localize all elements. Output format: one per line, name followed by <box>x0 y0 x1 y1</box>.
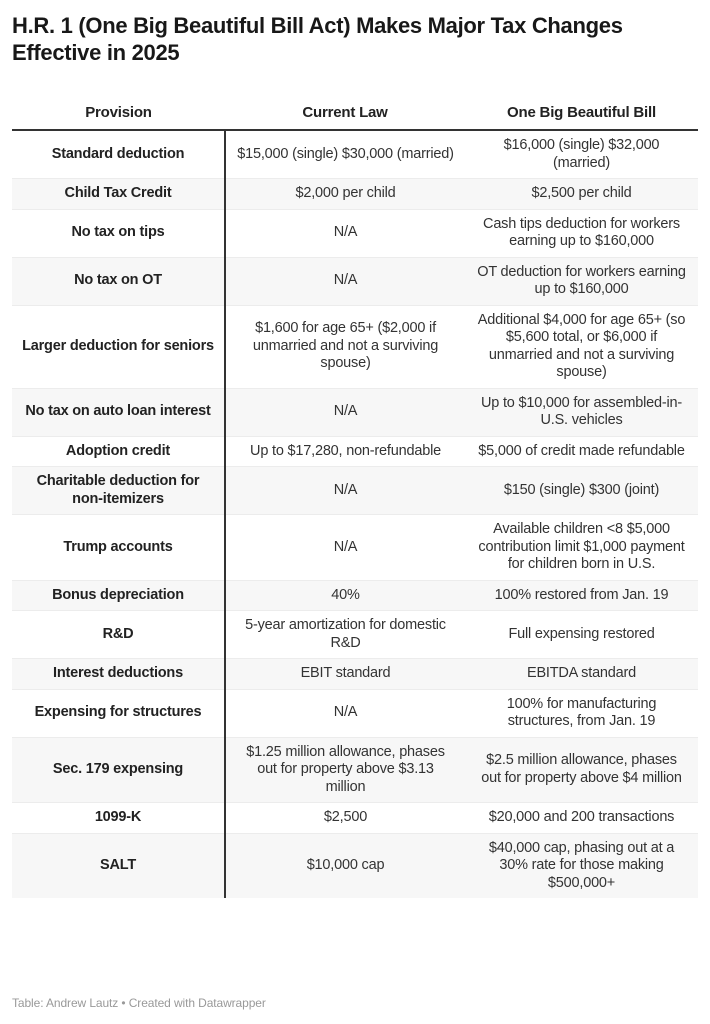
provision-cell: 1099-K <box>12 803 225 834</box>
tax-changes-table <box>12 96 698 898</box>
current-law-cell: 5-year amortization for domestic R&D <box>225 611 465 659</box>
table-row <box>12 659 698 690</box>
obbb-cell: EBITDA standard <box>465 659 698 690</box>
column-header-one-big-beautiful-bill[interactable]: One Big Beautiful Bill <box>465 96 698 130</box>
current-law-cell: N/A <box>225 388 465 436</box>
page-title: H.R. 1 (One Big Beautiful Bill Act) Makes Major Tax Changes Effective in 2025 <box>12 13 623 65</box>
source-credit: Table: Andrew Lautz • Created with Datawrapper <box>12 996 266 1010</box>
current-law-cell: N/A <box>225 689 465 737</box>
table-row <box>12 689 698 737</box>
current-law-cell: N/A <box>225 467 465 515</box>
obbb-cell: $5,000 of credit made refundable <box>465 436 698 467</box>
obbb-cell: 100% restored from Jan. 19 <box>465 580 698 611</box>
provision-cell: Adoption credit <box>12 436 225 467</box>
table-row <box>12 611 698 659</box>
provision-cell: Bonus depreciation <box>12 580 225 611</box>
current-law-cell: EBIT standard <box>225 659 465 690</box>
table-row <box>12 515 698 581</box>
current-law-cell: Up to $17,280, non-refundable <box>225 436 465 467</box>
provision-cell: Expensing for structures <box>12 689 225 737</box>
provision-cell: SALT <box>12 833 225 898</box>
obbb-cell: Up to $10,000 for assembled-in-U.S. vehicles <box>465 388 698 436</box>
obbb-cell: Cash tips deduction for workers earning up to $160,000 <box>465 209 698 257</box>
table-row <box>12 737 698 803</box>
header-row <box>12 96 698 130</box>
obbb-cell: $2,500 per child <box>465 179 698 210</box>
column-header-current-law[interactable]: Current Law <box>225 96 465 130</box>
obbb-cell: $150 (single) $300 (joint) <box>465 467 698 515</box>
table-row <box>12 580 698 611</box>
current-law-cell: $1,600 for age 65+ ($2,000 if unmarried and not a surviving spouse) <box>225 305 465 388</box>
provision-cell: Standard deduction <box>12 130 225 179</box>
table-row <box>12 209 698 257</box>
provision-cell: Trump accounts <box>12 515 225 581</box>
current-law-cell: N/A <box>225 209 465 257</box>
table-row <box>12 130 698 179</box>
column-header-provision[interactable]: Provision <box>12 96 225 130</box>
table-row <box>12 467 698 515</box>
table-row <box>12 257 698 305</box>
table-header <box>12 96 698 130</box>
obbb-cell: $40,000 cap, phasing out at a 30% rate for those making $500,000+ <box>465 833 698 898</box>
obbb-cell: Full expensing restored <box>465 611 698 659</box>
provision-cell: No tax on tips <box>12 209 225 257</box>
current-law-cell: $15,000 (single) $30,000 (married) <box>237 145 454 162</box>
current-law-cell: $2,000 per child <box>225 179 465 210</box>
table-row <box>12 803 698 834</box>
provision-cell: Interest deductions <box>12 659 225 690</box>
obbb-cell: $20,000 and 200 transactions <box>465 803 698 834</box>
current-law-cell: $2,500 <box>225 803 465 834</box>
obbb-cell: OT deduction for workers earning up to $160,000 <box>465 257 698 305</box>
provision-cell: No tax on OT <box>12 257 225 305</box>
provision-cell: R&D <box>12 611 225 659</box>
table-body <box>12 130 698 898</box>
obbb-cell: 100% for manufacturing structures, from Jan. 19 <box>465 689 698 737</box>
table-row <box>12 179 698 210</box>
current-law-cell: N/A <box>225 515 465 581</box>
provision-cell: Child Tax Credit <box>12 179 225 210</box>
obbb-cell: Additional $4,000 for age 65+ (so $5,600 total, or $6,000 if unmarried and not a surviving spouse) <box>465 305 698 388</box>
provision-cell: Charitable deduction for non-itemizers <box>12 467 225 515</box>
table-row <box>12 305 698 388</box>
table-row <box>12 833 698 898</box>
provision-cell: No tax on auto loan interest <box>12 388 225 436</box>
obbb-cell: $2.5 million allowance, phases out for property above $4 million <box>465 737 698 803</box>
provision-cell: Larger deduction for seniors <box>12 305 225 388</box>
obbb-cell: $16,000 (single) $32,000 (married) <box>503 137 660 171</box>
current-law-cell: 40% <box>225 580 465 611</box>
current-law-cell: $1.25 million allowance, phases out for property above $3.13 million <box>225 737 465 803</box>
current-law-cell: N/A <box>225 257 465 305</box>
provision-cell: Sec. 179 expensing <box>12 737 225 803</box>
obbb-cell: Available children <8 $5,000 contribution limit $1,000 payment for children born in U.S. <box>465 515 698 581</box>
current-law-cell: $10,000 cap <box>225 833 465 898</box>
table-row <box>12 436 698 467</box>
table-row <box>12 388 698 436</box>
